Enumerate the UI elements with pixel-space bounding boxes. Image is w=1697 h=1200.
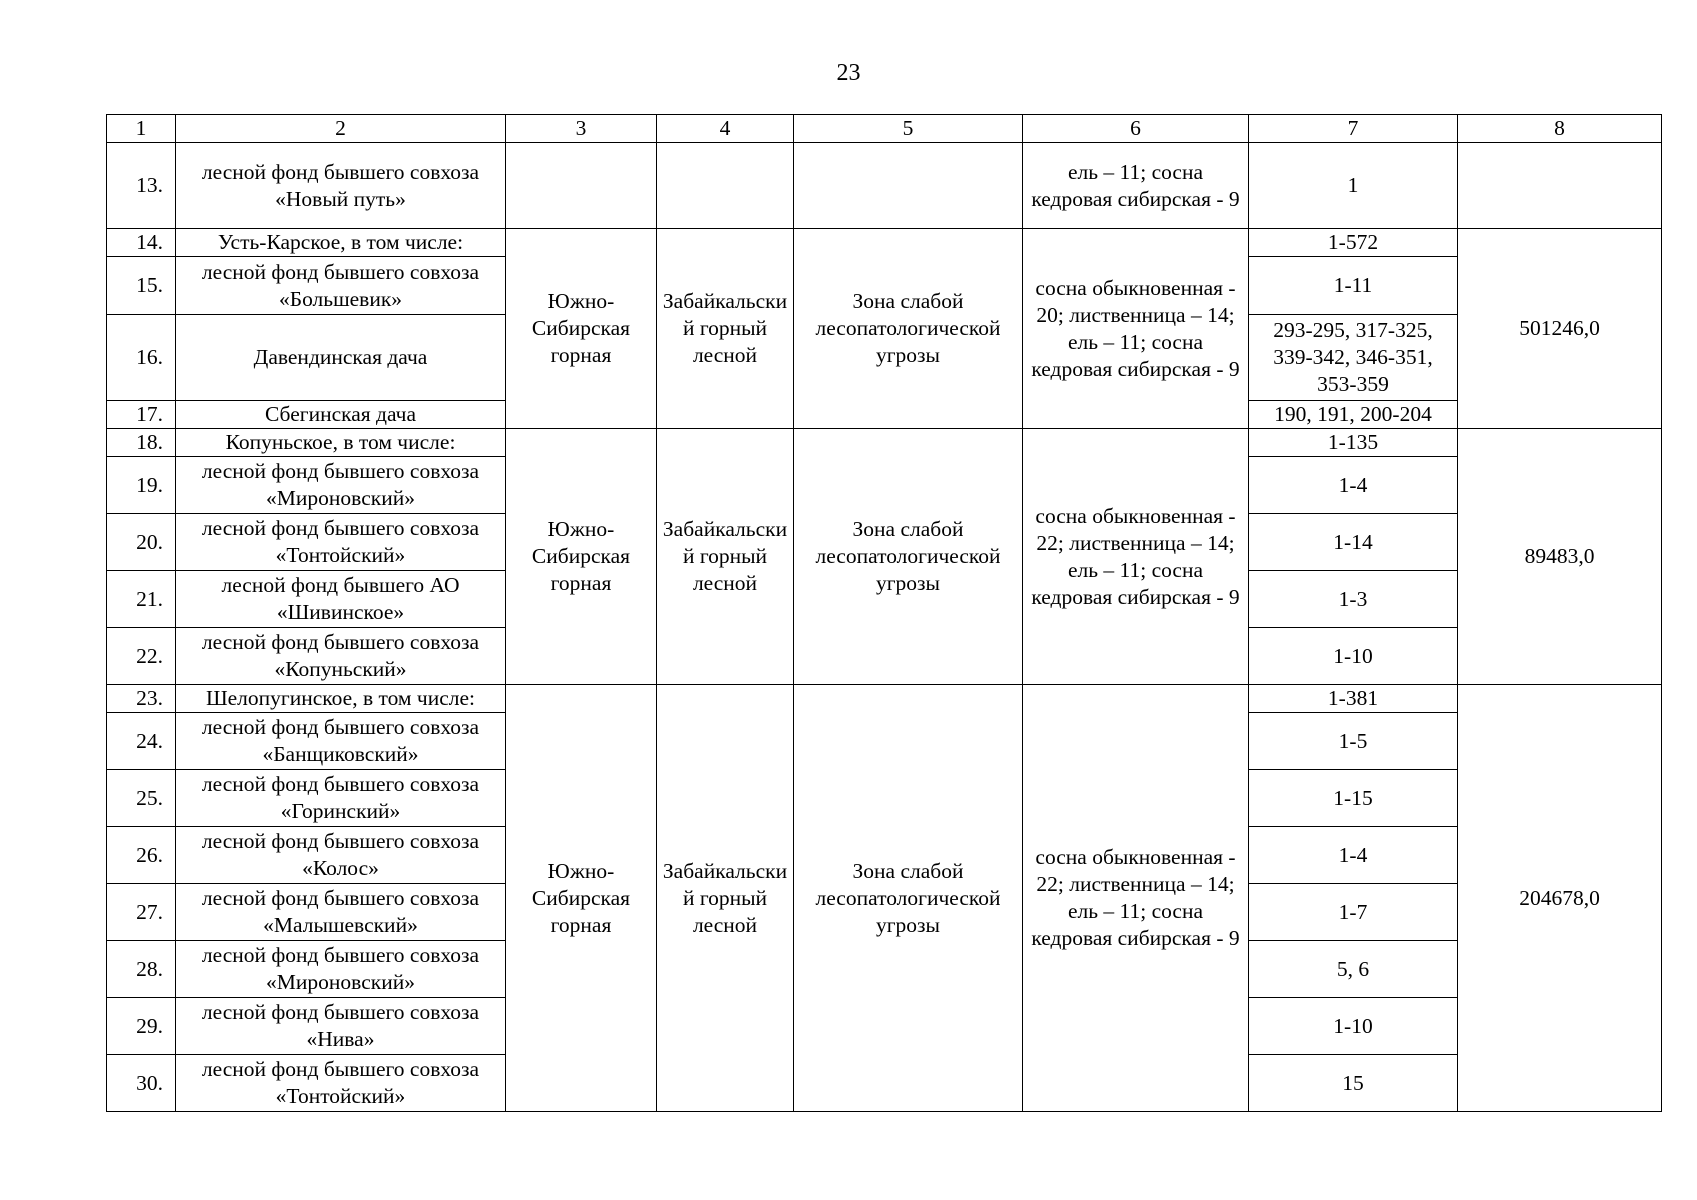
table-row (107, 685, 1662, 713)
header-cell: 4 (657, 115, 794, 143)
quarter-numbers: 15 (1249, 1055, 1458, 1112)
header-cell: 1 (107, 115, 176, 143)
header-cell: 5 (794, 115, 1023, 143)
district-name: лесной фонд бывшего совхоза «Банщиковский» (176, 713, 506, 770)
quarter-numbers: 1-11 (1249, 257, 1458, 315)
district-name: Усть-Карское, в том числе: (176, 229, 506, 257)
header-row (107, 115, 1662, 143)
quarter-numbers: 1-381 (1249, 685, 1458, 713)
district-name: лесной фонд бывшего совхоза «Колос» (176, 827, 506, 884)
row-number: 15. (107, 257, 176, 315)
district-name: Сбегинская дача (176, 401, 506, 429)
district-name: лесной фонд бывшего АО «Шивинское» (176, 571, 506, 628)
quarter-numbers: 1-3 (1249, 571, 1458, 628)
quarter-numbers: 1-7 (1249, 884, 1458, 941)
area-value: 501246,0 (1458, 229, 1662, 429)
forest-region: Южно-Сибирская горная (506, 429, 657, 685)
forest-zone: Забайкальский горный лесной (657, 229, 794, 429)
quarter-numbers: 1-572 (1249, 229, 1458, 257)
species-ages: сосна обыкновенная - 22; лиственница – 14; ель – 11; сосна кедровая сибирская - 9 (1023, 429, 1249, 685)
area-value: 204678,0 (1458, 685, 1662, 1112)
district-name: Давендинская дача (176, 315, 506, 401)
district-name: лесной фонд бывшего совхоза «Большевик» (176, 257, 506, 315)
forest-zone: Забайкальский горный лесной (657, 429, 794, 685)
row-number: 26. (107, 827, 176, 884)
table-row (107, 143, 1662, 229)
page-number: 23 (836, 60, 861, 86)
table-row (107, 429, 1662, 457)
threat-zone: Зона слабой лесопатологической угрозы (794, 429, 1023, 685)
threat-zone: Зона слабой лесопатологической угрозы (794, 685, 1023, 1112)
row-number: 29. (107, 998, 176, 1055)
quarter-numbers: 1-4 (1249, 457, 1458, 514)
species-ages: сосна обыкновенная - 22; лиственница – 14; ель – 11; сосна кедровая сибирская - 9 (1023, 685, 1249, 1112)
row-number: 20. (107, 514, 176, 571)
forest-table (106, 114, 1662, 1112)
quarter-numbers: 5, 6 (1249, 941, 1458, 998)
row-number: 21. (107, 571, 176, 628)
header-cell: 7 (1249, 115, 1458, 143)
quarter-numbers: 1-4 (1249, 827, 1458, 884)
table-row (107, 229, 1662, 257)
district-name: лесной фонд бывшего совхоза «Тонтойский» (176, 1055, 506, 1112)
row-number: 24. (107, 713, 176, 770)
quarter-numbers: 1-135 (1249, 429, 1458, 457)
quarter-numbers: 1-10 (1249, 998, 1458, 1055)
species-ages: сосна обыкновенная - 20; лиственница – 14; ель – 11; сосна кедровая сибирская - 9 (1023, 229, 1249, 429)
quarter-numbers: 190, 191, 200-204 (1249, 401, 1458, 429)
district-name: лесной фонд бывшего совхоза «Мироновский» (176, 457, 506, 514)
header-cell: 8 (1458, 115, 1662, 143)
district-name: лесной фонд бывшего совхоза «Нива» (176, 998, 506, 1055)
quarter-numbers: 1 (1249, 143, 1458, 229)
row-number: 14. (107, 229, 176, 257)
threat-zone (794, 143, 1023, 229)
forest-region (506, 143, 657, 229)
row-number: 30. (107, 1055, 176, 1112)
threat-zone: Зона слабой лесопатологической угрозы (794, 229, 1023, 429)
quarter-numbers: 1-14 (1249, 514, 1458, 571)
row-number: 17. (107, 401, 176, 429)
forest-region: Южно-Сибирская горная (506, 685, 657, 1112)
district-name: лесной фонд бывшего совхоза «Мироновский» (176, 941, 506, 998)
forest-zone: Забайкальский горный лесной (657, 685, 794, 1112)
quarter-numbers: 1-15 (1249, 770, 1458, 827)
forest-region: Южно-Сибирская горная (506, 229, 657, 429)
header-cell: 2 (176, 115, 506, 143)
row-number: 22. (107, 628, 176, 685)
area-value (1458, 143, 1662, 229)
district-name: лесной фонд бывшего совхоза «Тонтойский» (176, 514, 506, 571)
row-number: 18. (107, 429, 176, 457)
row-number: 19. (107, 457, 176, 514)
species-ages: ель – 11; сосна кедровая сибирская - 9 (1023, 143, 1249, 229)
district-name: Шелопугинское, в том числе: (176, 685, 506, 713)
area-value: 89483,0 (1458, 429, 1662, 685)
district-name: лесной фонд бывшего совхоза «Копуньский» (176, 628, 506, 685)
row-number: 25. (107, 770, 176, 827)
district-name: лесной фонд бывшего совхоза «Новый путь» (176, 143, 506, 229)
row-number: 13. (107, 143, 176, 229)
header-cell: 3 (506, 115, 657, 143)
quarter-numbers: 1-10 (1249, 628, 1458, 685)
row-number: 27. (107, 884, 176, 941)
quarter-numbers: 293-295, 317-325, 339-342, 346-351, 353-359 (1249, 315, 1458, 401)
header-cell: 6 (1023, 115, 1249, 143)
quarter-numbers: 1-5 (1249, 713, 1458, 770)
row-number: 16. (107, 315, 176, 401)
row-number: 23. (107, 685, 176, 713)
district-name: лесной фонд бывшего совхоза «Малышевский» (176, 884, 506, 941)
forest-zone (657, 143, 794, 229)
row-number: 28. (107, 941, 176, 998)
district-name: Копуньское, в том числе: (176, 429, 506, 457)
district-name: лесной фонд бывшего совхоза «Горинский» (176, 770, 506, 827)
